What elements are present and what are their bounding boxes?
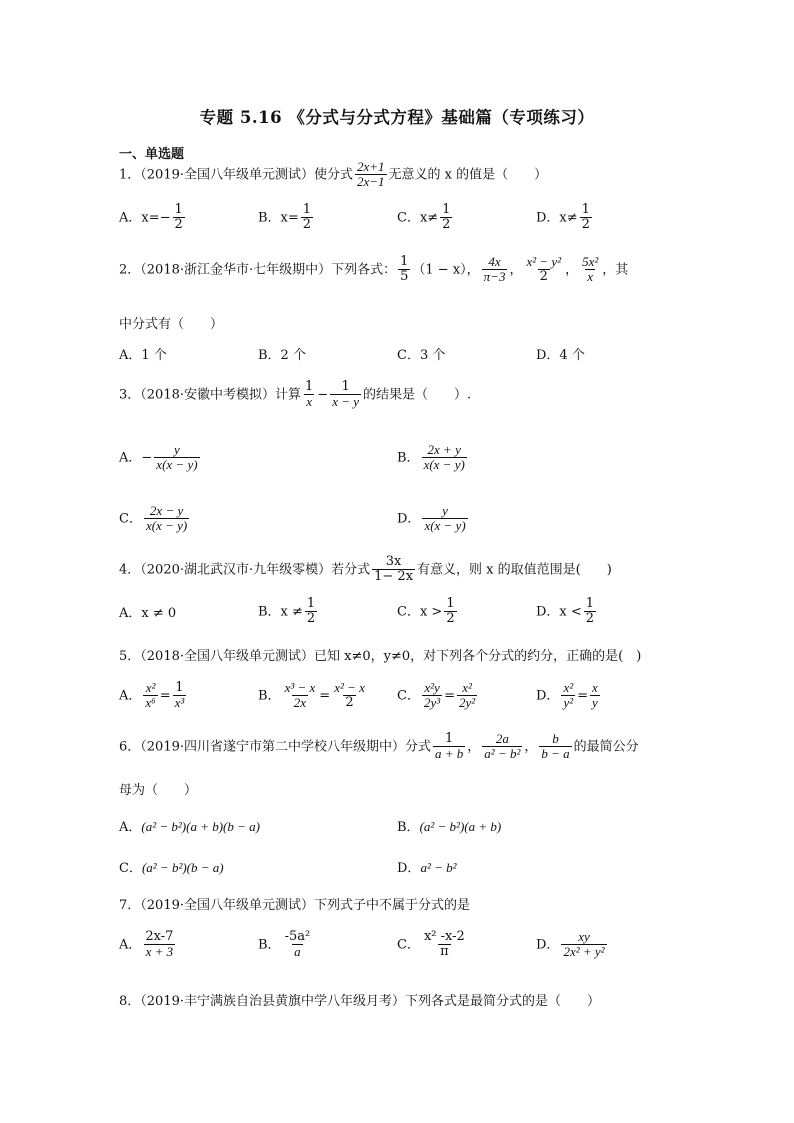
q3-suffix: 的结果是（ ）. <box>363 387 472 403</box>
q6-suffix: 的最简公分 <box>573 739 639 755</box>
frac-den: a² − b² <box>484 746 521 762</box>
frac-num: x <box>592 680 598 695</box>
frac-num: 1 <box>445 731 454 746</box>
frac-num: 1 <box>341 379 350 394</box>
frac-num: 2x − y <box>149 503 184 518</box>
frac-num: 1 <box>446 596 455 611</box>
frac-den: x³ <box>174 695 185 711</box>
q3-option-b <box>397 443 469 473</box>
frac-num: 1 <box>175 680 184 695</box>
minus-sign: − <box>317 387 329 403</box>
q2-text: 2．（2018·浙江金华市·七年级期中）下列各式： <box>119 262 397 278</box>
option-label: A． <box>119 820 142 835</box>
frac-den: 2 <box>306 611 316 627</box>
q6-text: 6．（2019·四川省遂宁市第二中学校八年级期中）分式 <box>119 739 431 755</box>
frac-num: x²y <box>424 680 440 695</box>
q6-option-d <box>397 857 457 876</box>
option-label: C．x≠ <box>397 210 439 226</box>
frac-den: 2y³ <box>423 695 441 711</box>
option-label: B． <box>397 820 420 835</box>
frac-num: x³ − x <box>284 680 316 695</box>
frac-num: 1 <box>400 254 409 269</box>
question-5: 5．（2018·全国八年级单元测试）已知 x≠0，y≠0，对下列各个分式的约分，正确的是( ) <box>119 649 642 664</box>
frac-num: x² − y² <box>526 254 562 269</box>
q2-sep: ， <box>565 262 579 278</box>
q4-suffix: 有意义，则 x 的取值范围是( ) <box>417 562 612 578</box>
q6-option-c <box>119 857 224 876</box>
q2-option-d: D．4 个 <box>536 348 585 363</box>
frac-num: 3x <box>385 554 402 569</box>
q7-option-d <box>536 930 609 960</box>
q2-option-c: C．3 个 <box>397 348 446 363</box>
q5-option-d: D． $\frac{\text{x²}}{\text{y²}}$ = $\frac{x}{y}$ <box>536 680 598 711</box>
frac-den: x <box>306 394 313 410</box>
section-heading: 一、单选题 <box>119 147 185 162</box>
q4-option-c <box>397 597 459 627</box>
q7-option-c <box>397 930 469 960</box>
frac-den: x <box>587 269 594 285</box>
frac-den: 2 <box>302 217 312 233</box>
frac-num: 2a <box>495 731 509 746</box>
option-label: D． <box>536 937 560 953</box>
question-8: 8．（2019·丰宁满族自治县黄旗中学八年级月考）下列各式是最简分式的是（ ） <box>119 994 600 1009</box>
frac-den: π <box>440 944 449 960</box>
frac-den: 5 <box>400 269 409 285</box>
option-label: C． <box>397 688 420 704</box>
frac-den: x − y <box>332 394 359 410</box>
frac-num: x² <box>563 680 574 695</box>
question-6 <box>119 732 639 762</box>
frac-den: x(x − y) <box>156 457 198 473</box>
frac-den: x(x − y) <box>145 518 188 534</box>
frac-den: x + 3 <box>145 944 174 960</box>
q1-option-d <box>536 203 594 233</box>
q2-option-b: B．2 个 <box>258 348 306 363</box>
q4-option-d <box>536 597 598 627</box>
question-1 <box>119 160 547 190</box>
frac-den: y² <box>563 695 574 711</box>
q5-option-c: C． $\frac{\text{x²y}}{\text{2y³}}$ = $\frac{\text{x²}}{\text{2y²}}$ <box>397 680 476 711</box>
q1-text: 1．（2019·全国八年级单元测试）使分式 <box>119 167 353 183</box>
q2-term: （1 − x）， <box>412 262 480 278</box>
q6-line2: 母为（ ） <box>119 783 198 798</box>
option-label: D．x < <box>536 604 582 620</box>
q4-option-b <box>258 597 319 627</box>
option-label: B． <box>397 450 420 466</box>
frac-num: x² <box>462 680 472 695</box>
q1-option-a <box>119 203 187 233</box>
frac-num: x² − x <box>334 680 365 695</box>
q6-option-b <box>397 816 501 835</box>
option-label: C．x > <box>397 604 443 620</box>
frac-den: a + b <box>435 746 464 762</box>
q7-option-b <box>258 930 314 960</box>
frac-num: 5x² <box>582 254 599 269</box>
frac-den: x(x − y) <box>424 518 466 534</box>
q2-suffix: ，其 <box>602 262 629 278</box>
option-expr: (a² − b²)(a + b)(b − a) <box>141 819 260 834</box>
frac-den: b − a <box>541 746 570 762</box>
option-expr: (a² − b²)(a + b) <box>419 819 502 834</box>
q6-sep: ， <box>467 739 481 755</box>
frac-den: 2x² + y² <box>563 944 605 960</box>
option-label: A． <box>119 450 142 466</box>
option-label: A． <box>119 688 142 704</box>
q2-option-a: A．1 个 <box>119 348 167 363</box>
option-label: D．x≠ <box>536 210 578 226</box>
frac-num: 1 <box>305 379 314 394</box>
option-label: B．x= <box>258 210 299 226</box>
q5-option-a: A． $\frac{\text{x²}}{\text{x⁶}}$ = $\frac{1}{\text{x³}}$ <box>119 680 185 711</box>
q2-sep: ， <box>509 262 523 278</box>
page-title: 专题 5.16 《分式与分式方程》基础篇（专项练习） <box>199 108 595 127</box>
frac-den: 2 <box>585 611 595 627</box>
frac-den: 2y² <box>459 695 476 711</box>
question-4 <box>119 555 612 585</box>
frac-num: x² -x-2 <box>423 929 465 944</box>
option-label: A． <box>119 937 142 953</box>
frac-num: 2x + y <box>427 442 461 457</box>
frac-den: 2x <box>293 695 307 711</box>
option-label: D． <box>397 511 421 527</box>
option-label: D． <box>397 861 421 876</box>
frac-den: 1− 2x <box>374 569 414 585</box>
frac-num: 1 <box>302 202 312 217</box>
q1-fraction <box>355 160 387 190</box>
q3-option-d <box>397 504 470 534</box>
frac-num: 1 <box>306 596 316 611</box>
option-label: C． <box>397 937 420 953</box>
option-expr: a² − b² <box>420 860 457 875</box>
q7-option-a <box>119 930 177 960</box>
frac-den: a <box>294 944 301 960</box>
option-label: B． <box>258 937 281 953</box>
frac-num: y <box>174 442 180 457</box>
question-2 <box>119 255 628 285</box>
q1-option-b <box>258 203 315 233</box>
q3-option-a <box>119 443 202 473</box>
frac-num: -5a² <box>284 929 311 944</box>
frac-num: 1 <box>174 202 183 217</box>
question-3 <box>119 380 471 410</box>
frac-den: x(x − y) <box>423 457 465 473</box>
q2-line2: 中分式有（ ） <box>119 317 224 332</box>
option-label: C． <box>119 511 142 527</box>
option-label: C． <box>119 861 142 876</box>
q6-option-a <box>119 816 260 835</box>
option-expr: (a² − b²)(b − a) <box>141 860 224 875</box>
frac-den: y <box>592 695 598 711</box>
frac-den: 2 <box>539 269 548 285</box>
frac-den: 2 <box>446 611 455 627</box>
q1-suffix: 无意义的 x 的值是（ ） <box>388 167 548 183</box>
q1-den: 2x−1 <box>357 174 385 190</box>
option-label: D． <box>536 688 560 704</box>
frac-num: xy <box>578 929 590 944</box>
question-7: 7．（2019·全国八年级单元测试）下列式子中不属于分式的是 <box>119 898 470 913</box>
q4-text: 4．（2020·湖北武汉市·九年级零模）若分式 <box>119 562 371 578</box>
option-label: B．x ≠ <box>258 604 303 620</box>
option-label: A．x=− <box>119 210 171 226</box>
option-label: B． <box>258 688 281 704</box>
minus-sign: − <box>141 450 153 466</box>
frac-num: 1 <box>581 202 590 217</box>
frac-den: x⁶ <box>145 695 156 711</box>
q4-option-a <box>119 602 176 621</box>
q3-option-c <box>119 504 191 534</box>
frac-den: 2 <box>442 217 451 233</box>
frac-num: b <box>552 731 559 746</box>
option-label: A．x ≠ 0 <box>119 606 177 621</box>
frac-den: π−3 <box>483 269 506 285</box>
q6-sep: ， <box>524 739 538 755</box>
frac-den: 2 <box>174 217 183 233</box>
frac-num: 4x <box>488 254 501 269</box>
q3-text: 3．（2018·安徽中考模拟）计算 <box>119 387 301 403</box>
frac-num: y <box>442 503 448 518</box>
q1-num: 2x+1 <box>357 159 385 174</box>
frac-num: 2x-7 <box>145 929 174 944</box>
q1-option-c <box>397 203 454 233</box>
frac-num: 1 <box>585 596 595 611</box>
frac-num: x² <box>145 680 156 695</box>
frac-den: 2 <box>581 217 590 233</box>
frac-den: 2 <box>345 695 354 711</box>
frac-num: 1 <box>442 202 451 217</box>
q5-option-b: B． $\frac{\text{x³ − x}}{2x}$ = $\frac{\text{x² − x}}{2}$ <box>258 680 365 711</box>
